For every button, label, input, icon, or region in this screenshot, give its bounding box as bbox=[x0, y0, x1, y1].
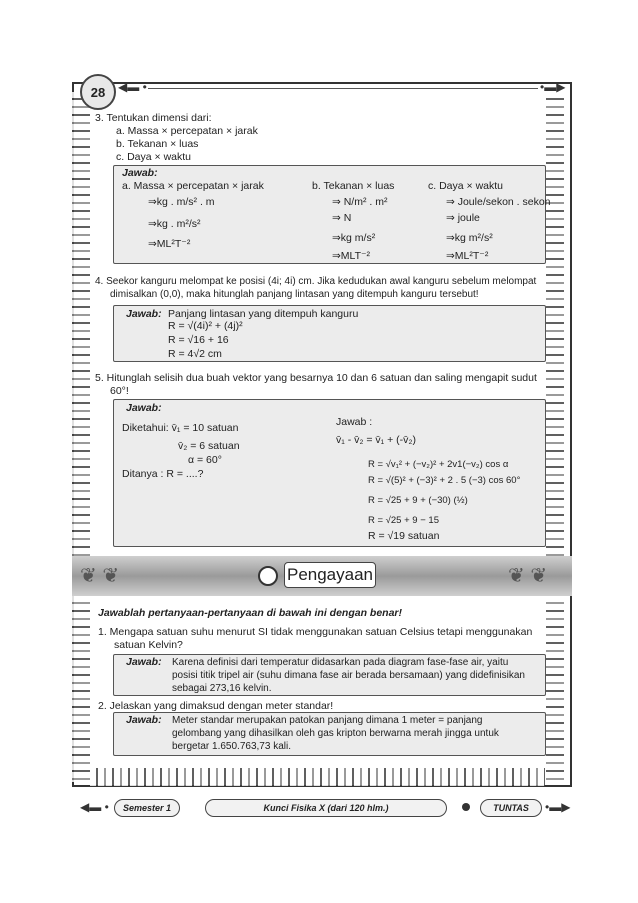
swirl-left-icon: ❦ ❦ bbox=[80, 565, 120, 587]
enrich-q1-b: satuan Kelvin? bbox=[114, 639, 183, 651]
q3-b-l1: ⇒ N/m² . m² bbox=[332, 196, 388, 208]
q5-alpha: α = 60° bbox=[188, 454, 222, 466]
q3-b-l2: ⇒ N bbox=[332, 212, 352, 224]
banner-dot-icon bbox=[258, 566, 278, 586]
decorative-left-border bbox=[72, 92, 90, 782]
q5-r0: v̄₁ - v̄₂ = v̄₁ + (-v̄₂) bbox=[336, 434, 416, 446]
enrich-a2-l1: Meter standar merupakan patokan panjang dimana 1 meter = panjang bbox=[172, 715, 483, 726]
enrich-a2-l3: bergetar 1.650.763,73 kali. bbox=[172, 741, 291, 752]
q4-text-2: dimisalkan (0,0), maka hitunglah panjang lintasan yang ditempuh kanguru tersebut! bbox=[110, 289, 479, 300]
q3-a-head: a. Massa × percepatan × jarak bbox=[122, 180, 264, 192]
q3-b-head: b. Tekanan × luas bbox=[312, 180, 395, 192]
q3-jawab: Jawab: bbox=[122, 167, 158, 179]
footer-back-arrow-icon: ◀▬ • bbox=[80, 800, 109, 814]
forward-arrow-icon: •▬▶ bbox=[540, 80, 566, 94]
enrich-instruction: Jawablah pertanyaan-pertanyaan di bawah ini dengan benar! bbox=[98, 607, 402, 619]
q4-text-1: 4. Seekor kanguru melompat ke posisi (4i; 4i) cm. Jika kedudukan awal kanguru sebelum melompat bbox=[95, 276, 537, 287]
enrich-a2-label: Jawab: bbox=[126, 714, 162, 726]
enrich-a2-l2: gelombang yang dihasilkan oleh gas kripton berwarna merah jingga untuk bbox=[172, 728, 499, 739]
header-line bbox=[148, 88, 538, 89]
enrich-a1-l2: posisi titik tripel air (suhu dimana fase air berada bersamaan) yang didefinisikan bbox=[172, 670, 525, 681]
q4-l0: Panjang lintasan yang ditempuh kanguru bbox=[168, 308, 359, 320]
q4-jawab: Jawab: bbox=[126, 308, 162, 320]
swirl-right-icon: ❦ ❦ bbox=[508, 565, 548, 587]
footer-brand: TUNTAS bbox=[480, 799, 542, 817]
enrich-a1-l3: sebagai 273,16 kelvin. bbox=[172, 683, 272, 694]
footer-semester: Semester 1 bbox=[114, 799, 180, 817]
enrich-a1-l1: Karena definisi dari temperatur didasarkan pada diagram fase-fase air, yaitu bbox=[172, 657, 509, 668]
enrich-a1-label: Jawab: bbox=[126, 656, 162, 668]
q5-ditanya: Ditanya : R = ....? bbox=[122, 468, 204, 480]
q5-r3: R = √25 + 9 + (−30) (½) bbox=[368, 495, 468, 506]
q5-text-2: 60°! bbox=[110, 385, 129, 397]
q3-a: a. Massa × percepatan × jarak bbox=[116, 125, 258, 137]
q5-diketahui: Diketahui: v̄₁ = 10 satuan bbox=[122, 422, 239, 434]
enrich-q2: 2. Jelaskan yang dimaksud dengan meter standar! bbox=[98, 700, 334, 712]
q3-c-l1: ⇒ Joule/sekon . sekon bbox=[446, 196, 551, 208]
q5-r1: R = √v₁² + (−v₂)² + 2v1(−v₂) cos α bbox=[368, 459, 509, 470]
q5-r5: R = √19 satuan bbox=[368, 530, 440, 542]
back-arrow-icon: ◀▬ • bbox=[118, 80, 147, 94]
q4-l3: R = 4√2 cm bbox=[168, 348, 222, 360]
decorative-bottom-border bbox=[90, 768, 545, 786]
q3-b: b. Tekanan × luas bbox=[116, 138, 199, 150]
q3-a-l3: ⇒ML²T⁻² bbox=[148, 238, 191, 250]
q3-c-l4: ⇒ML²T⁻² bbox=[446, 250, 489, 262]
q3-a-l1: ⇒kg . m/s² . m bbox=[148, 196, 215, 208]
q3-b-l4: ⇒MLT⁻² bbox=[332, 250, 371, 262]
q3-c-head: c. Daya × waktu bbox=[428, 180, 503, 192]
q5-text-1: 5. Hitunglah selisih dua buah vektor yang besarnya 10 dan 6 satuan dan saling mengapit sudut bbox=[95, 372, 537, 384]
q5-r2: R = √(5)² + (−3)² + 2 . 5 (−3) cos 60° bbox=[368, 475, 521, 486]
footer-forward-arrow-icon: •▬▶ bbox=[545, 800, 571, 814]
q5-v2: v̄₂ = 6 satuan bbox=[178, 440, 240, 452]
q5-jawab: Jawab: bbox=[126, 402, 162, 414]
enrich-q1-a: 1. Mengapa satuan suhu menurut SI tidak menggunakan satuan Celsius tetapi menggunakan bbox=[98, 626, 533, 638]
q4-l1: R = √(4i)² + (4j)² bbox=[168, 320, 243, 332]
footer-book-title: Kunci Fisika X (dari 120 hlm.) bbox=[205, 799, 447, 817]
q3-c: c. Daya × waktu bbox=[116, 151, 191, 163]
page-number: 28 bbox=[80, 74, 116, 110]
q5-jawab-right: Jawab : bbox=[336, 416, 373, 428]
q3-c-l2: ⇒ joule bbox=[446, 212, 480, 224]
q4-l2: R = √16 + 16 bbox=[168, 334, 229, 346]
banner-title: Pengayaan bbox=[284, 562, 376, 588]
footer-dot-icon bbox=[462, 803, 470, 811]
q3-b-l3: ⇒kg m/s² bbox=[332, 232, 376, 244]
q3-c-l3: ⇒kg m²/s² bbox=[446, 232, 493, 244]
q5-r4: R = √25 + 9 − 15 bbox=[368, 515, 439, 526]
q3-a-l2: ⇒kg . m²/s² bbox=[148, 218, 201, 230]
q3-title: 3. Tentukan dimensi dari: bbox=[95, 112, 212, 124]
